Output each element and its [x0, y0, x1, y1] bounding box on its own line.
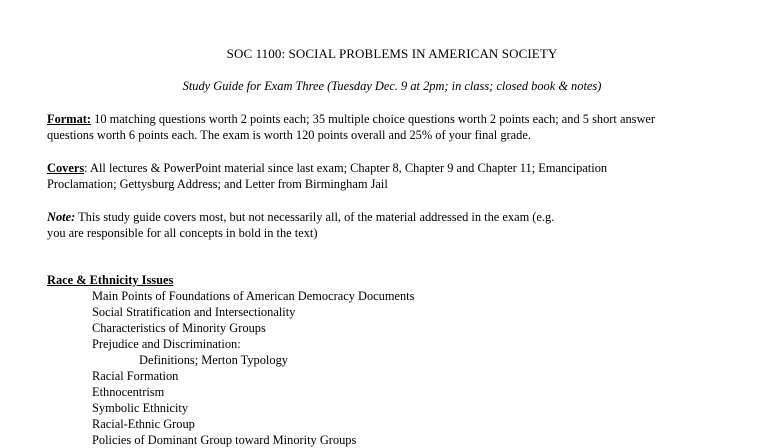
topic-item: Symbolic Ethnicity — [92, 401, 189, 415]
format-text-line1: 10 matching questions worth 2 points each; 35 multiple choice questions worth 2 points each; and 5 short answer — [91, 112, 656, 126]
race-ethnicity-section — [47, 272, 767, 448]
document-subtitle: Study Guide for Exam Three (Tuesday Dec. 9 at 2pm; in class; closed book & notes) — [182, 79, 602, 93]
topic-item: Policies of Dominant Group toward Minority Groups — [92, 433, 357, 447]
format-label: Format: — [47, 112, 92, 126]
document-title: SOC 1100: SOCIAL PROBLEMS IN AMERICAN SOCIETY — [226, 46, 558, 61]
covers-text-line1: : All lectures & PowerPoint material since last exam; Chapter 8, Chapter 9 and Chapter 11; Emancipation — [84, 161, 608, 175]
format-text-line2: questions worth 6 points each. The exam is worth 120 points overall and 25% of your final grade. — [47, 128, 531, 142]
covers-text-line2: Proclamation; Gettysburg Address; and Letter from Birmingham Jail — [47, 177, 388, 191]
topic-item: Racial-Ethnic Group — [92, 417, 195, 431]
note-text-line1: This study guide covers most, but not necessarily all, of the material addressed in the exam (e.g. — [75, 210, 555, 224]
subtopic-item: Definitions; Merton Typology — [139, 353, 288, 367]
note-text-line2: you are responsible for all concepts in bold in the text) — [47, 226, 318, 240]
covers-label: Covers — [47, 161, 85, 175]
topic-item: Social Stratification and Intersectionality — [92, 305, 296, 319]
note-paragraph — [47, 209, 767, 241]
note-label: Note: — [47, 210, 76, 224]
topic-item: Racial Formation — [92, 369, 179, 383]
section-heading: Race & Ethnicity Issues — [47, 273, 174, 287]
topic-item: Ethnocentrism — [92, 385, 165, 399]
topic-item: Prejudice and Discrimination: — [92, 337, 241, 351]
topic-item: Characteristics of Minority Groups — [92, 321, 266, 335]
covers-paragraph — [47, 160, 767, 192]
topic-item: Main Points of Foundations of American Democracy Documents — [92, 289, 415, 303]
format-paragraph — [47, 111, 767, 143]
